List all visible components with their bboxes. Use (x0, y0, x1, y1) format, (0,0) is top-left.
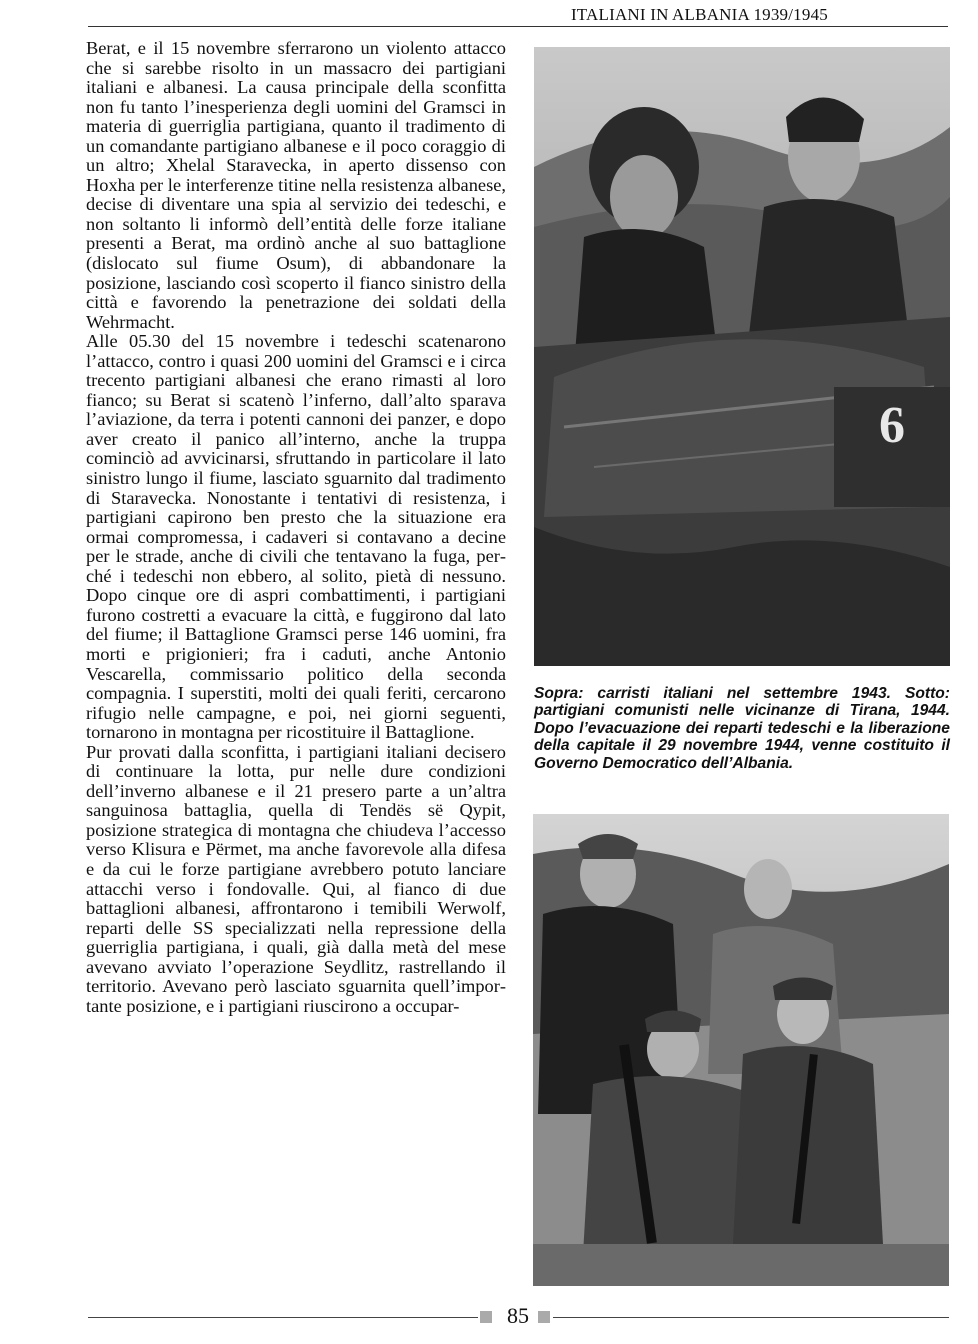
photo-tank-crew-illustration (534, 47, 950, 666)
page-number: 85 (507, 1303, 529, 1328)
photo-caption: Sopra: carristi italiani nel settembre 1943. Sotto: partigiani comunisti nelle vicinanze di Tirana, 1944. Dopo l’evacuazione dei reparti tedeschi e la liberazione della capitale il 29 novembre 1944, venne costituito il Governo Democratico dell’Albania. (534, 685, 950, 772)
footer-ornament-right (538, 1311, 550, 1323)
tank-number: 6 (879, 397, 905, 454)
paragraph-3: Pur provati dalla sconfitta, i partigiani italiani decisero di continuare la lotta, pur nelle dure condizioni dell’inverno albanese e il 21 presero parte a un’altra sanguinosa battaglia, quella di Tendës së Qypit, posizione strategica di montagna che chiudeva l’accesso verso Klisura e Përmet, ma anche favorevole alla difesa e da cui le forze partigiane avrebbero potuto lanciare attacchi verso i fondovalle. Qui, al fianco di due battaglioni albanesi, affrontarono i temibili Werwolf, reparti delle SS specializzati nella repressione della guerriglia partigiana, i quali, già dalla metà del mese avevano avviato l’operazione Seydlitz, rastrellando il territorio. Avevano però lasciato sguarnita quell’importante posizione, e i partigiani riuscirono a occupar- (86, 741, 506, 1016)
photo-partisans-illustration (533, 814, 949, 1286)
footer-rule-left (88, 1317, 478, 1318)
running-header (88, 4, 948, 27)
photo-tank-crew (534, 47, 950, 666)
photo-partisans (533, 814, 949, 1286)
paragraph-1: Berat, e il 15 novembre sferrarono un violento attacco che si sarebbe risolto in un massacro dei partigiani italiani e albanesi. La causa principale della sconfitta non fu tanto l’inesperienza degli uomini del Gramsci in materia di guerriglia partigiana, quanto il tradimento di un comandante partigiano albanese e il poco coraggio di un altro; Xhelal Staravecka, in aperto dissenso con Hoxha per le interferenze titine nella resistenza albanese, decise di diventare una spia al servizio dei tedeschi, e non soltanto li informò dell’entità delle forze italiane presenti a Berat, ma ordinò anche al suo battaglione (dislocato sul fiume Osum), di abbandonare la posizione, lasciando così scoperto il fianco sinistro della città e favorendo la penetrazione dei soldati della Wehrmacht. (86, 38, 506, 332)
footer-ornament-left (480, 1311, 492, 1323)
footer-rule-right (553, 1317, 949, 1318)
header-title: ITALIANI IN ALBANIA 1939/1945 (570, 5, 828, 24)
body-text-column (86, 39, 506, 1016)
paragraph-2: Alle 05.30 del 15 novembre i tedeschi scatenarono l’attacco, contro i quasi 200 uomini del Gramsci e i circa trecento partigiani albanesi che erano rimasti al loro fianco; su Berat si scatenò l’inferno, dall’alto sparava l’aviazione, da terra i potenti cannoni dei panzer, e dopo aver creato il panico all’interno, anche la truppa cominciò ad avvicinarsi, sfruttando in particolare il lato sinistro lungo il fiume, lasciato sguarnito dal tradimento di Staravecka. Nonostante i tentativi di resistenza, i partigiani capirono ben presto che la situazione era ormai compromessa, i cadaveri si contavano a decine per le strade, anche di civili che tentavano la fuga, perché i tedeschi non ebbero, al solito, pietà di nessuno. Dopo cinque ore di aspri combattimenti, i partigiani furono costretti a evacuare la città, e fuggirono dal lato del fiume; il Battaglione Gramsci perse 146 uomini, fra morti e prigionieri; fra i caduti, anche Antonio Vescarella, commissario politico della seconda compagnia. I superstiti, molti dei quali feriti, cercarono rifugio nelle campagne, e poi, nei giorni seguenti, tornarono in montagna per ricostituire il Battaglione. (86, 331, 506, 743)
